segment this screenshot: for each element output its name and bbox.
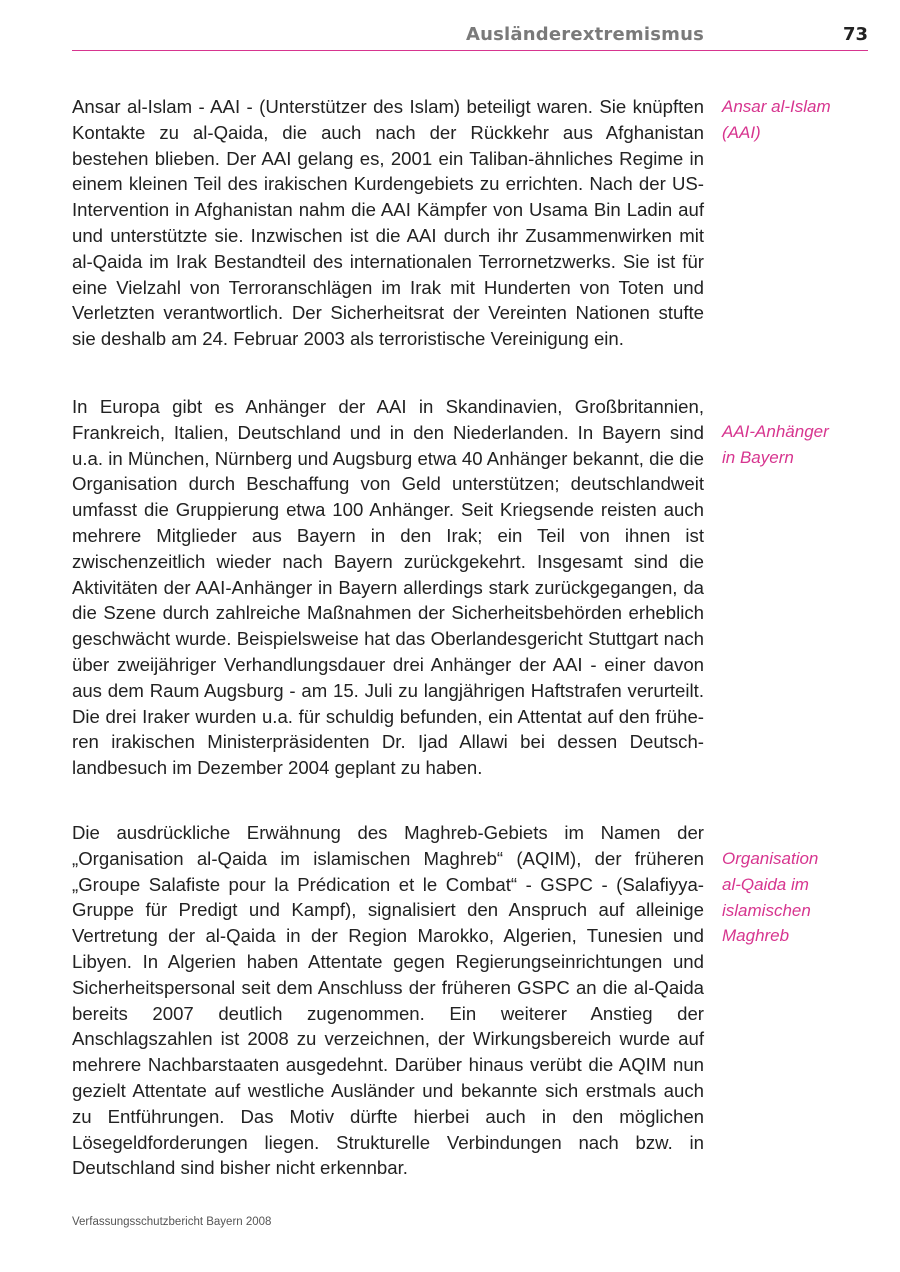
margin-note-line: in Bayern [722,447,794,467]
body-paragraph: Ansar al-Islam - AAI - (Unterstützer des Islam) beteiligt waren. Sie knüpften Kontakte zu al-Qaida, die auch nach der Rückkehr aus Afghanistan bestehen blieben. Der AAI gelang es, 2001 ein Taliban-ähnliches Regime in einem kleinen Teil des irakischen Kurdengebiets zu errichten. Nach der US-Intervention in Afghanistan nahm die AAI Kämpfer von Usama Bin Ladin auf und unterstützte sie. Inzwischen ist die AAI durch ihr Zusammenwirken mit al-Qaida im Irak Bestandteil des internationalen Terrornetzwerks. Sie ist für eine Vielzahl von Terroranschlägen im Irak mit Hunderten von Toten und Verletzten verantwortlich. Der Sicherheitsrat der Vereinten Nationen stufte sie deshalb am 24. Februar 2003 als terroristische Vereinigung ein. [72,96,704,350]
margin-note-line: Ansar al-Islam [722,97,831,116]
section-title: Ausländerextremismus [466,24,704,45]
page-footer: Verfassungsschutzbericht Bayern 2008 [72,1216,272,1228]
body-paragraph: In Europa gibt es Anhänger der AAI in Skandinavien, Großbritannien, Frankreich, Italien, Deutschland und in den Niederlanden. In Bayern sind u.a. in München, Nürnberg und Augsburg etwa 40 Anhänger bekannt, die die Organisation durch Beschaffung von Geld unterstützen; deutschlandweit umfasst die Gruppierung etwa 100 Anhänger. Seit Kriegsende reisten auch mehrere Mitglieder aus Bayern in den Irak; ein Teil von ihnen ist zwischenzeitlich wieder nach Bayern zurückgekehrt. Insgesamt sind die Aktivitäten der AAI-Anhänger in Bayern allerdings stark zurückgegangen, da die Szene durch zahlreiche Maßnahmen der Sicherheitsbehörden erheblich geschwächt wurde. Beispielsweise hat das Oberlandesgericht Stuttgart nach über zweijähriger Verhandlungsdauer drei Anhänger der AAI - einer davon aus dem Raum Augsburg - am 15. Juli zu langjährigen Haftstrafen verurteilt. Die drei Iraker wurden u.a. für schuldig befunden, ein Attentat auf den früheren irakischen Ministerpräsidenten Dr. Ijad Allawi bei dessen Deutschlandbesuch im Dezember 2004 geplant zu haben. [72,396,704,779]
margin-note-line: AAI-Anhänger [722,422,829,441]
margin-note-ansar-al-islam [722,94,862,146]
margin-note-aai-anhaenger [722,419,862,471]
body-paragraph: Die ausdrückliche Erwähnung des Maghreb-Gebiets im Namen der „Organisation al-Qaida im islamischen Maghreb“ (AQIM), der früheren „Groupe Salafiste pour la Prédication et le Combat“ - GSPC - (Salafiyya-Gruppe für Predigt und Kampf), signalisiert den Anspruch auf alleinige Vertretung der al-Qaida in der Region Marokko, Algerien, Tunesien und Libyen. In Algerien haben Attentate gegen Regierungseinrichtungen und Sicherheitspersonal seit dem Anschluss der früheren GSPC an die al-Qaida bereits 2007 deutlich zugenommen. Ein weiterer Anstieg der Anschlagszahlen ist 2008 zu verzeichnen, der Wirkungsbereich wurde auf mehrere Nachbarstaaten ausgedehnt. Darüber hinaus verübt die AQIM nun gezielt Attentate auf westliche Ausländer und bekannte sich erstmals auch zu Entführungen. Das Motiv dürfte hierbei auch in den möglichen Lösegeldforderungen liegen. Strukturelle Verbindungen nach bzw. in Deutschland sind bisher nicht erkennbar. [72,822,704,1179]
margin-note-line: Maghreb [722,926,790,946]
margin-note-aqim [722,846,862,949]
header-divider [72,50,868,51]
margin-note-line: (AAI) [722,122,761,142]
margin-note-line: al-Qaida im [722,874,809,894]
margin-note-line: Organisation [722,849,819,868]
page-number: 73 [842,24,868,45]
margin-note-line: islamischen [722,900,811,920]
